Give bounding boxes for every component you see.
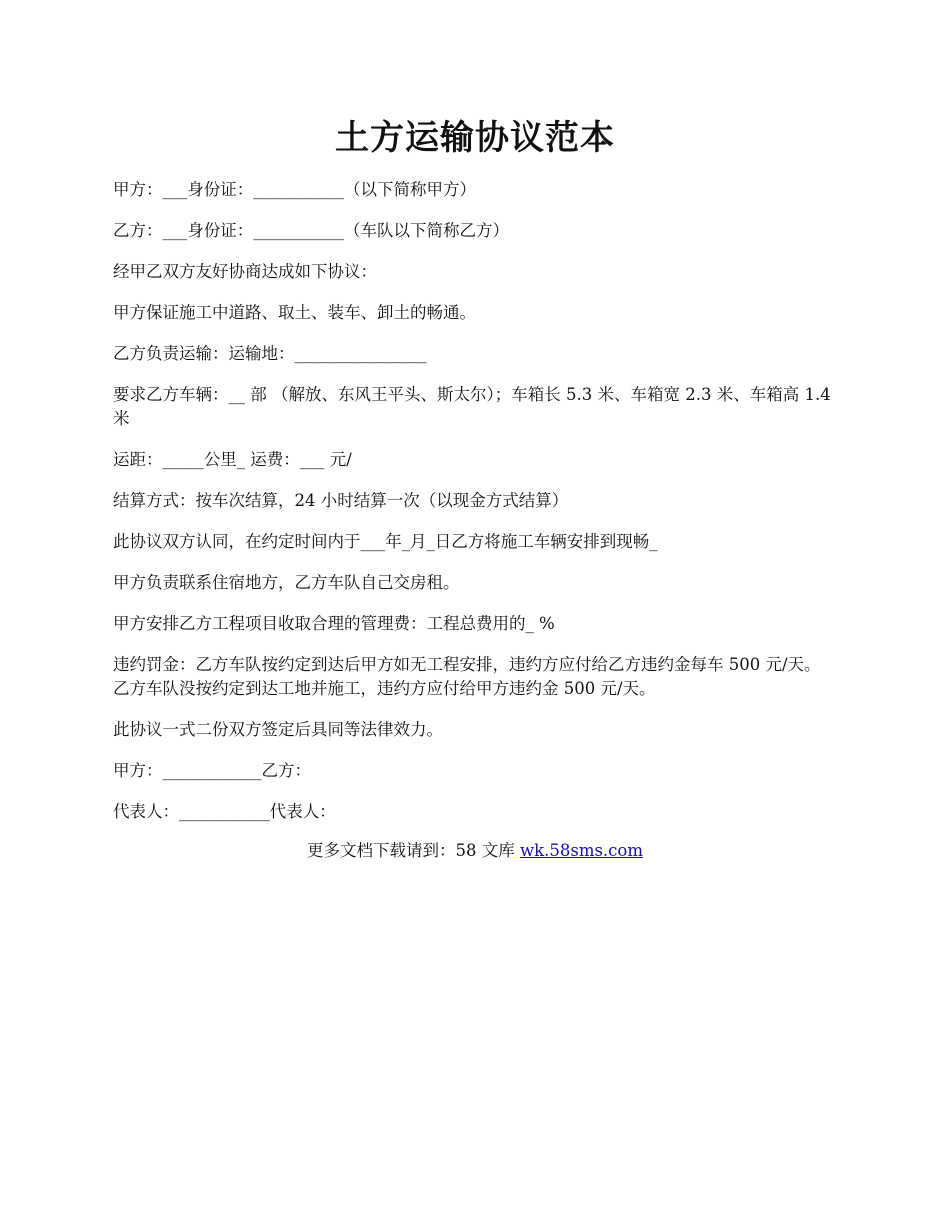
- paragraph-validity: 此协议一式二份双方签定后具同等法律效力。: [113, 720, 443, 739]
- footer-link[interactable]: wk.58sms.com: [519, 841, 643, 860]
- paragraph-distance-fee: 运距：_____公里_ 运费：___ 元/: [113, 450, 352, 469]
- paragraph-schedule: 此协议双方认同，在约定时间内于___年_月_日乙方将施工车辆安排到现畅_: [113, 532, 658, 551]
- paragraph-settlement: 结算方式：按车次结算，24 小时结算一次（以现金方式结算）: [113, 491, 569, 510]
- document-title: 土方运输协议范本: [335, 118, 615, 158]
- paragraph-intro: 经甲乙双方友好协商达成如下协议：: [113, 262, 377, 281]
- signature-representatives: 代表人：___________代表人：: [113, 802, 336, 821]
- paragraph-party-b: 乙方：___身份证：___________（车队以下简称乙方）: [113, 221, 509, 240]
- footer: [0, 838, 950, 864]
- paragraph-party-a: 甲方：___身份证：___________（以下简称甲方）: [113, 180, 476, 199]
- document-body: [113, 178, 837, 841]
- signature-parties: 甲方：____________乙方：: [113, 761, 311, 780]
- paragraph-transport-destination: 乙方负责运输：运输地：________________: [113, 344, 427, 363]
- paragraph-vehicle-requirements: 要求乙方车辆：__ 部 （解放、东风王平头、斯太尔）；车箱长 5.3 米、车箱宽 2.3 米、车箱高 1.4 米: [113, 385, 836, 428]
- paragraph-accommodation: 甲方负责联系住宿地方，乙方车队自己交房租。: [113, 573, 460, 592]
- paragraph-management-fee: 甲方安排乙方工程项目收取合理的管理费：工程总费用的_ %: [113, 614, 555, 633]
- footer-text: 更多文档下载请到：58 文库: [306, 841, 520, 860]
- paragraph-road-guarantee: 甲方保证施工中道路、取土、装车、卸土的畅通。: [113, 303, 476, 322]
- paragraph-penalty: 违约罚金：乙方车队按约定到达后甲方如无工程安排，违约方应付给乙方违约金每车 500 元/天。乙方车队没按约定到达工地并施工，违约方应付给甲方违约金 500 元/天。: [113, 655, 821, 698]
